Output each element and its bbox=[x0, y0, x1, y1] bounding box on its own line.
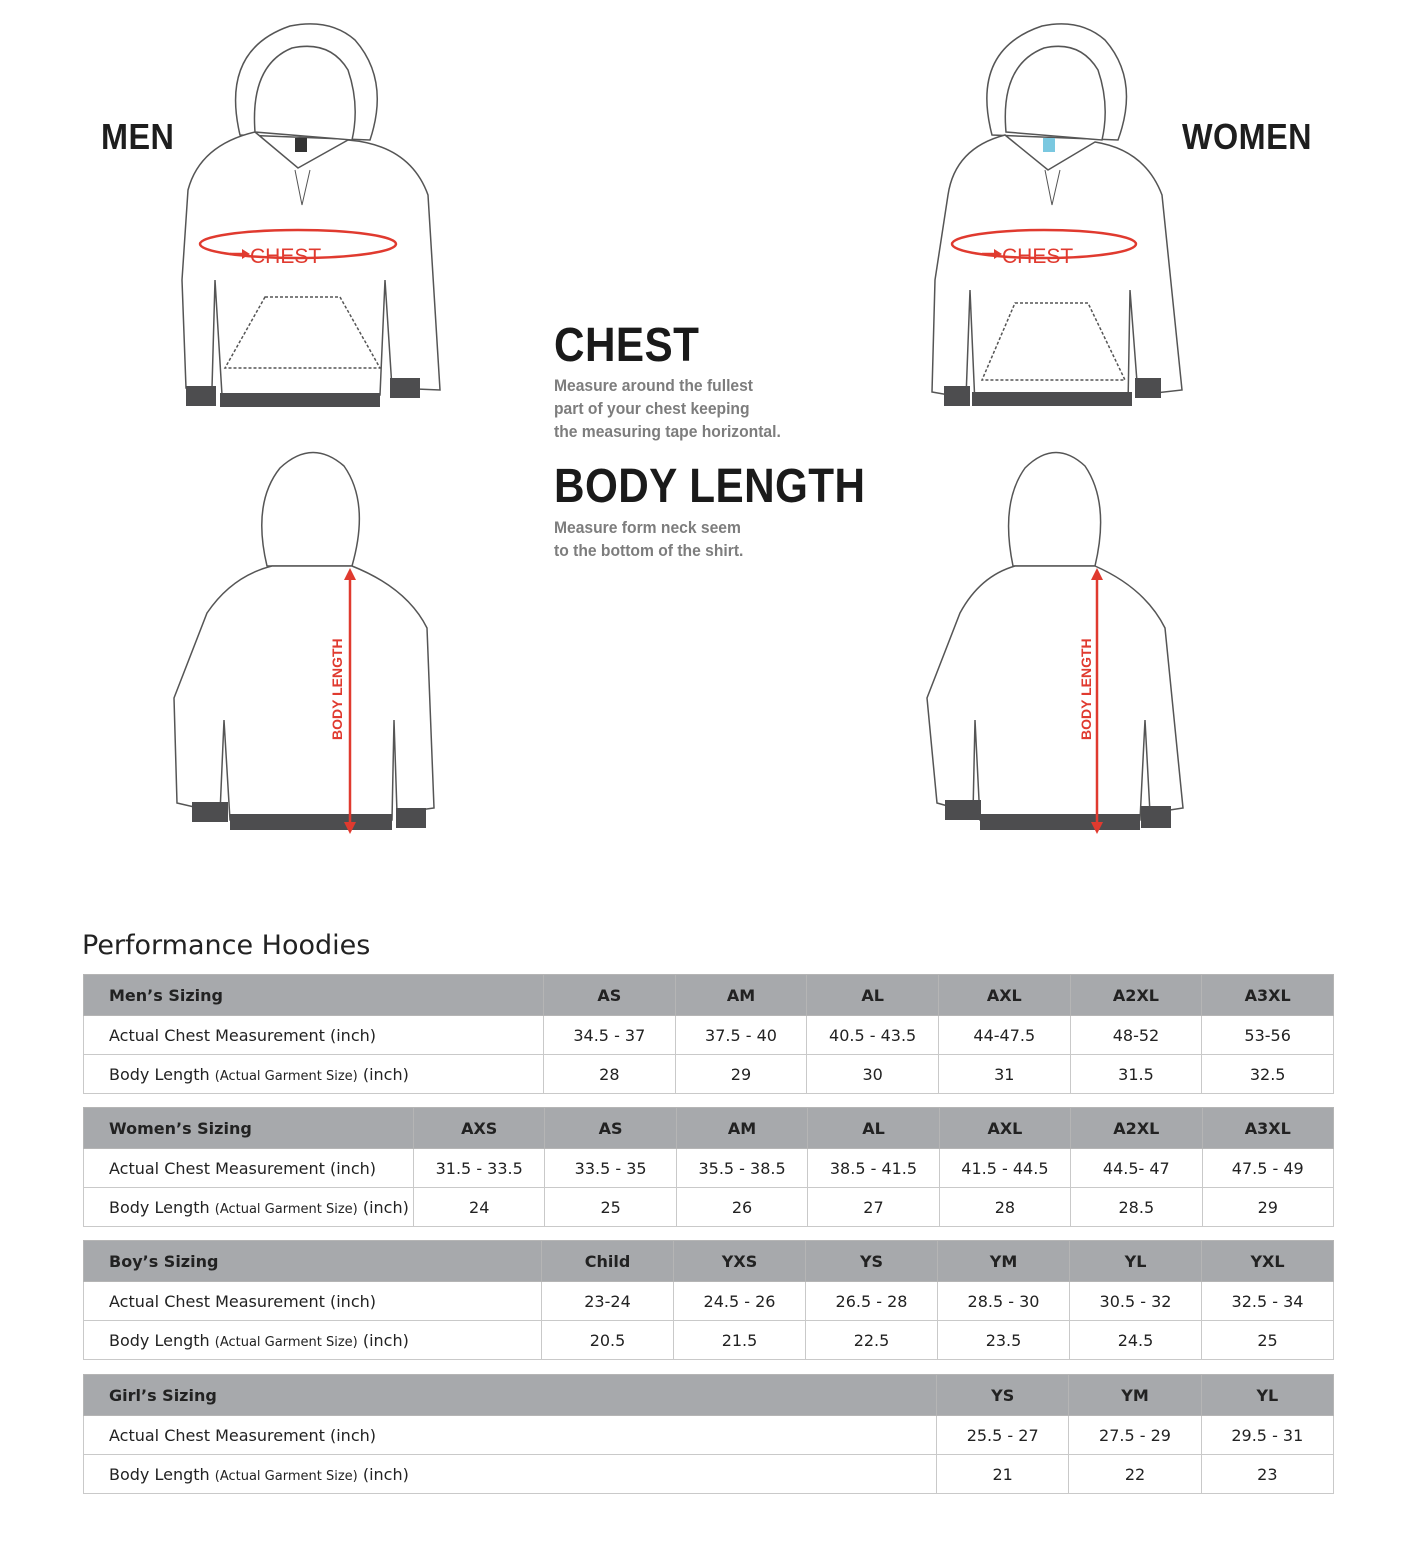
table-header-row bbox=[84, 1375, 1334, 1416]
size-header: AXS bbox=[414, 1108, 545, 1149]
chest-tag-men: CHEST bbox=[250, 245, 322, 268]
cell: 20.5 bbox=[542, 1321, 674, 1360]
size-header: A2XL bbox=[1070, 975, 1202, 1016]
size-header: A3XL bbox=[1202, 975, 1334, 1016]
cell: 23-24 bbox=[542, 1282, 674, 1321]
body-label-note: (Actual Garment Size) bbox=[214, 1334, 358, 1350]
table-title: Performance Hoodies bbox=[82, 930, 371, 961]
size-header: Child bbox=[542, 1241, 674, 1282]
cell: 31 bbox=[938, 1055, 1070, 1094]
cell: 27.5 - 29 bbox=[1069, 1416, 1201, 1455]
size-header: YL bbox=[1201, 1375, 1333, 1416]
table-row bbox=[84, 1455, 1334, 1494]
hoodie-front-svg bbox=[180, 20, 445, 415]
table-row bbox=[84, 1188, 1334, 1227]
size-header: YS bbox=[937, 1375, 1069, 1416]
men-label: MEN bbox=[101, 116, 175, 157]
tag-icon-women bbox=[1043, 138, 1055, 152]
cell: 44-47.5 bbox=[938, 1016, 1070, 1055]
size-header: YXL bbox=[1202, 1241, 1334, 1282]
cell: 23 bbox=[1201, 1455, 1333, 1494]
size-header: YS bbox=[806, 1241, 938, 1282]
cell: 23.5 bbox=[938, 1321, 1070, 1360]
size-header: YM bbox=[1069, 1375, 1201, 1416]
size-header: AM bbox=[675, 975, 807, 1016]
cell: 47.5 - 49 bbox=[1202, 1149, 1333, 1188]
cell: 41.5 - 44.5 bbox=[939, 1149, 1070, 1188]
size-header: AXL bbox=[938, 975, 1070, 1016]
body-length-description: Measure form neck seem to the bottom of the shirt. bbox=[554, 518, 744, 560]
cell: 22 bbox=[1069, 1455, 1201, 1494]
cell: 25 bbox=[1202, 1321, 1334, 1360]
row-label-body bbox=[84, 1188, 414, 1227]
hoodie-back-svg bbox=[172, 448, 437, 838]
hoodie-back-svg-women bbox=[925, 448, 1190, 838]
body-label-suffix: (inch) bbox=[357, 1330, 409, 1350]
size-header: AM bbox=[676, 1108, 807, 1149]
cell: 21.5 bbox=[674, 1321, 806, 1360]
body-label-prefix: Body Length bbox=[109, 1464, 215, 1484]
table-row bbox=[84, 1149, 1334, 1188]
table-row bbox=[84, 1282, 1334, 1321]
size-header: AXL bbox=[939, 1108, 1070, 1149]
row-label-chest: Actual Chest Measurement (inch) bbox=[84, 1149, 414, 1188]
waist-rib bbox=[220, 393, 380, 407]
cell: 53-56 bbox=[1202, 1016, 1334, 1055]
cell: 37.5 - 40 bbox=[675, 1016, 807, 1055]
cell: 27 bbox=[808, 1188, 939, 1227]
cell: 31.5 bbox=[1070, 1055, 1202, 1094]
cell: 30 bbox=[807, 1055, 939, 1094]
table-header-row bbox=[84, 975, 1334, 1016]
body-label-note: (Actual Garment Size) bbox=[214, 1201, 358, 1217]
table-row bbox=[84, 1055, 1334, 1094]
body-label-note: (Actual Garment Size) bbox=[214, 1468, 358, 1484]
cell: 26 bbox=[676, 1188, 807, 1227]
cell: 28.5 bbox=[1071, 1188, 1202, 1227]
cell: 30.5 - 32 bbox=[1070, 1282, 1202, 1321]
chest-heading: CHEST bbox=[554, 319, 700, 372]
table-header-row bbox=[84, 1241, 1334, 1282]
cell: 22.5 bbox=[806, 1321, 938, 1360]
mens-sizing-table bbox=[83, 974, 1334, 1094]
cell: 24 bbox=[414, 1188, 545, 1227]
table-name: Boy’s Sizing bbox=[84, 1241, 542, 1282]
cell: 29 bbox=[675, 1055, 807, 1094]
size-header: AL bbox=[808, 1108, 939, 1149]
table-row bbox=[84, 1016, 1334, 1055]
girls-sizing-table bbox=[83, 1374, 1334, 1494]
row-label-chest: Actual Chest Measurement (inch) bbox=[84, 1416, 937, 1455]
women-label: WOMEN bbox=[1182, 116, 1313, 157]
women-back-hoodie-illustration bbox=[925, 448, 1190, 838]
cell: 26.5 - 28 bbox=[806, 1282, 938, 1321]
body-label-prefix: Body Length bbox=[109, 1197, 215, 1217]
cell: 21 bbox=[937, 1455, 1069, 1494]
table-name: Men’s Sizing bbox=[84, 975, 544, 1016]
body-label-suffix: (inch) bbox=[357, 1464, 409, 1484]
womens-sizing-table bbox=[83, 1107, 1334, 1227]
cell: 31.5 - 33.5 bbox=[414, 1149, 545, 1188]
table-name: Women’s Sizing bbox=[84, 1108, 414, 1149]
body-label-suffix: (inch) bbox=[357, 1064, 409, 1084]
table-name: Girl’s Sizing bbox=[84, 1375, 937, 1416]
women-front-hoodie-illustration bbox=[930, 20, 1195, 415]
body-label-suffix: (inch) bbox=[357, 1197, 409, 1217]
body-label-note: (Actual Garment Size) bbox=[214, 1068, 358, 1084]
size-header: A2XL bbox=[1071, 1108, 1202, 1149]
chest-description: Measure around the fullest part of your chest keeping the measuring tape horizontal. bbox=[554, 376, 781, 441]
table-row bbox=[84, 1321, 1334, 1360]
row-label-chest: Actual Chest Measurement (inch) bbox=[84, 1016, 544, 1055]
cell: 40.5 - 43.5 bbox=[807, 1016, 939, 1055]
cell: 28 bbox=[544, 1055, 676, 1094]
row-label-body bbox=[84, 1055, 544, 1094]
men-back-hoodie-illustration bbox=[172, 448, 437, 838]
cell: 29.5 - 31 bbox=[1201, 1416, 1333, 1455]
size-header: YXS bbox=[674, 1241, 806, 1282]
cell: 28.5 - 30 bbox=[938, 1282, 1070, 1321]
table-header-row bbox=[84, 1108, 1334, 1149]
size-header: AS bbox=[544, 975, 676, 1016]
cell: 28 bbox=[939, 1188, 1070, 1227]
body-label-prefix: Body Length bbox=[109, 1330, 215, 1350]
chest-tag-women: CHEST bbox=[1002, 245, 1074, 268]
boys-sizing-table bbox=[83, 1240, 1334, 1360]
body-length-tag-men: BODY LENGTH bbox=[329, 638, 345, 740]
body-length-heading: BODY LENGTH bbox=[554, 460, 866, 513]
size-header: A3XL bbox=[1202, 1108, 1333, 1149]
men-front-hoodie-illustration bbox=[180, 20, 445, 415]
size-header: YL bbox=[1070, 1241, 1202, 1282]
size-header: YM bbox=[938, 1241, 1070, 1282]
tag-icon bbox=[295, 138, 307, 152]
row-label-body bbox=[84, 1455, 937, 1494]
cell: 24.5 bbox=[1070, 1321, 1202, 1360]
cell: 35.5 - 38.5 bbox=[676, 1149, 807, 1188]
hoodie-front-svg-women bbox=[930, 20, 1195, 415]
waist-rib-back bbox=[230, 814, 392, 830]
cell: 32.5 - 34 bbox=[1202, 1282, 1334, 1321]
row-label-chest: Actual Chest Measurement (inch) bbox=[84, 1282, 542, 1321]
cell: 24.5 - 26 bbox=[674, 1282, 806, 1321]
cell: 34.5 - 37 bbox=[544, 1016, 676, 1055]
row-label-body bbox=[84, 1321, 542, 1360]
cell: 33.5 - 35 bbox=[545, 1149, 676, 1188]
cell: 32.5 bbox=[1202, 1055, 1334, 1094]
cell: 25 bbox=[545, 1188, 676, 1227]
cell: 38.5 - 41.5 bbox=[808, 1149, 939, 1188]
table-row bbox=[84, 1416, 1334, 1455]
body-length-tag-women: BODY LENGTH bbox=[1078, 638, 1094, 740]
size-header: AS bbox=[545, 1108, 676, 1149]
cell: 25.5 - 27 bbox=[937, 1416, 1069, 1455]
cell: 29 bbox=[1202, 1188, 1333, 1227]
cell: 48-52 bbox=[1070, 1016, 1202, 1055]
body-label-prefix: Body Length bbox=[109, 1064, 215, 1084]
size-header: AL bbox=[807, 975, 939, 1016]
cell: 44.5- 47 bbox=[1071, 1149, 1202, 1188]
